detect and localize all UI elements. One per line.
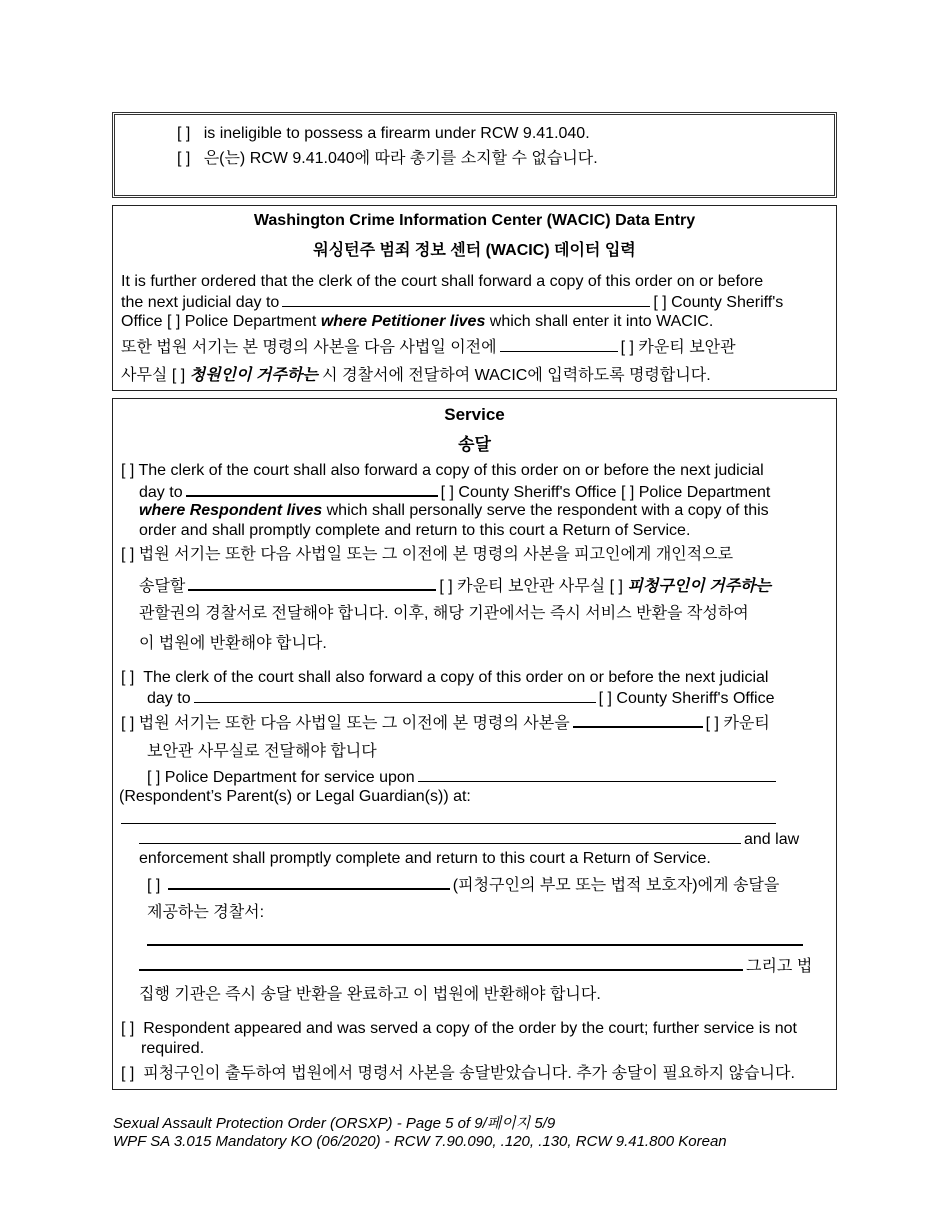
wacic-para-line2: the next judicial day to [ ] County Sheriff's	[121, 294, 784, 311]
date-blank[interactable]	[188, 575, 436, 591]
service-option-c-ko-line4: 그리고 법	[139, 955, 812, 977]
service-option-c-ko-line1: [ ] (피청구인의 부모 또는 법적 보호자)에게 송달을	[147, 874, 779, 896]
firearm-ineligible-en: [ ] is ineligible to possess a firearm under RCW 9.41.040.	[177, 125, 590, 142]
service-option-b-line2: day to [ ] County Sheriff's Office	[147, 690, 775, 707]
checkbox[interactable]: [ ]	[609, 578, 623, 595]
wacic-para-line1: It is further ordered that the clerk of the court shall forward a copy of this order on or before	[121, 273, 764, 290]
parent-name-blank[interactable]	[168, 874, 450, 890]
checkbox[interactable]: [ ]	[121, 715, 135, 732]
service-option-c-line4: and law	[139, 829, 799, 850]
wacic-title-ko: 워싱턴주 범죄 정보 센터 (WACIC) 데이터 입력	[313, 242, 636, 259]
address-blank-line3[interactable]	[147, 944, 803, 946]
date-blank[interactable]	[500, 337, 618, 352]
service-option-b-ko-line1: [ ] 법원 서기는 또한 다음 사법일 또는 그 이전에 본 명령의 사본을 [ ] 카운티	[121, 712, 770, 734]
footer-line2: WPF SA 3.015 Mandatory KO (06/2020) - RCW 7.90.090, .120, .130, RCW 9.41.800 Korean	[113, 1133, 727, 1150]
checkbox[interactable]: [ ]	[121, 546, 135, 563]
service-option-a-ko-line1: [ ] 법원 서기는 또한 다음 사법일 또는 그 이전에 본 명령의 사본을 피고인에게 개인적으로	[121, 546, 734, 563]
service-option-a-ko-line2: 송달할 [ ] 카운티 보안관 사무실 [ ] 피청구인이 거주하는	[139, 575, 771, 597]
checkbox[interactable]: [ ]	[121, 1020, 135, 1037]
service-option-a-line2: day to [ ] County Sheriff's Office [ ] Police Department	[139, 481, 770, 503]
service-option-d-line2: required.	[141, 1040, 205, 1057]
service-option-a-line3: where Respondent lives which shall personally serve the respondent with a copy of this	[139, 502, 769, 519]
service-title-ko: 송달	[458, 435, 491, 454]
parent-name-blank[interactable]	[418, 767, 776, 782]
service-option-a-ko-line3: 관할권의 경찰서로 전달해야 합니다. 이후, 해당 기관에서는 즉시 서비스 반환을 작성하여	[139, 605, 749, 622]
checkbox[interactable]: [ ]	[121, 462, 135, 479]
date-blank[interactable]	[186, 481, 438, 497]
checkbox[interactable]: [ ]	[705, 715, 719, 732]
checkbox[interactable]: [ ]	[439, 578, 453, 595]
wacic-box	[112, 205, 837, 391]
wacic-para-line3: Office [ ] Police Department where Petitioner lives which shall enter it into WACIC.	[121, 313, 714, 330]
address-blank-line2[interactable]	[139, 829, 741, 844]
address-blank-line4[interactable]	[139, 955, 743, 971]
checkbox[interactable]: [ ]	[166, 313, 181, 330]
firearm-ineligible-ko: [ ] 은(는) RCW 9.41.040에 따라 총기를 소지할 수 없습니다.	[177, 150, 598, 167]
date-blank[interactable]	[282, 292, 650, 307]
service-option-a-line4: order and shall promptly complete and return to this court a Return of Service.	[139, 522, 691, 539]
service-option-b-ko-line2: 보안관 사무실로 전달해야 합니다	[147, 743, 377, 760]
checkbox[interactable]: [ ]	[121, 1065, 135, 1082]
checkbox[interactable]: [ ]	[177, 125, 191, 142]
footer-line1: Sexual Assault Protection Order (ORSXP) - Page 5 of 9/페이지 5/9	[113, 1115, 556, 1132]
checkbox[interactable]: [ ]	[620, 339, 634, 356]
date-blank[interactable]	[573, 712, 703, 728]
checkbox[interactable]: [ ]	[620, 484, 635, 501]
date-blank[interactable]	[194, 688, 596, 703]
service-option-c-line2: (Respondent’s Parent(s) or Legal Guardian(s)) at:	[119, 788, 471, 805]
service-option-c-line1: [ ] Police Department for service upon	[147, 767, 779, 788]
service-title-en: Service	[444, 405, 505, 424]
service-box	[112, 398, 837, 1090]
wacic-para-ko-line1: 또한 법원 서기는 본 명령의 사본을 다음 사법일 이전에 [ ] 카운티 보안관	[121, 339, 736, 356]
checkbox[interactable]: [ ]	[440, 484, 454, 501]
checkbox[interactable]: [ ]	[147, 877, 161, 894]
service-option-d-line1: [ ] Respondent appeared and was served a copy of the order by the court; further service is not	[121, 1020, 797, 1037]
service-option-a-ko-line4: 이 법원에 반환해야 합니다.	[139, 635, 327, 652]
service-option-a-line1: [ ] The clerk of the court shall also forward a copy of this order on or before the next judicial	[121, 462, 764, 479]
service-option-c-ko-line2: 제공하는 경찰서:	[147, 904, 265, 921]
checkbox[interactable]: [ ]	[177, 150, 191, 167]
wacic-title-en: Washington Crime Information Center (WACIC) Data Entry	[253, 212, 696, 229]
service-option-d-ko-line1: [ ] 피청구인이 출두하여 법원에서 명령서 사본을 송달받았습니다. 추가 송달이 필요하지 않습니다.	[121, 1065, 795, 1082]
checkbox[interactable]: [ ]	[598, 690, 612, 707]
service-option-b-line1: [ ] The clerk of the court shall also forward a copy of this order on or before the next judicial	[121, 669, 769, 686]
service-option-c-ko-line5: 집행 기관은 즉시 송달 반환을 완료하고 이 법원에 반환해야 합니다.	[139, 986, 601, 1003]
firearm-box	[112, 112, 837, 198]
checkbox[interactable]: [ ]	[653, 294, 667, 311]
checkbox[interactable]: [ ]	[121, 669, 135, 686]
address-blank-line1[interactable]	[121, 823, 776, 824]
checkbox[interactable]: [ ]	[171, 367, 186, 384]
service-option-c-line5: enforcement shall promptly complete and return to this court a Return of Service.	[139, 850, 711, 867]
checkbox[interactable]: [ ]	[147, 769, 161, 786]
wacic-para-ko-line2: 사무실 [ ] 청원인이 거주하는 시 경찰서에 전달하여 WACIC에 입력하도록 명령합니다.	[121, 367, 711, 384]
